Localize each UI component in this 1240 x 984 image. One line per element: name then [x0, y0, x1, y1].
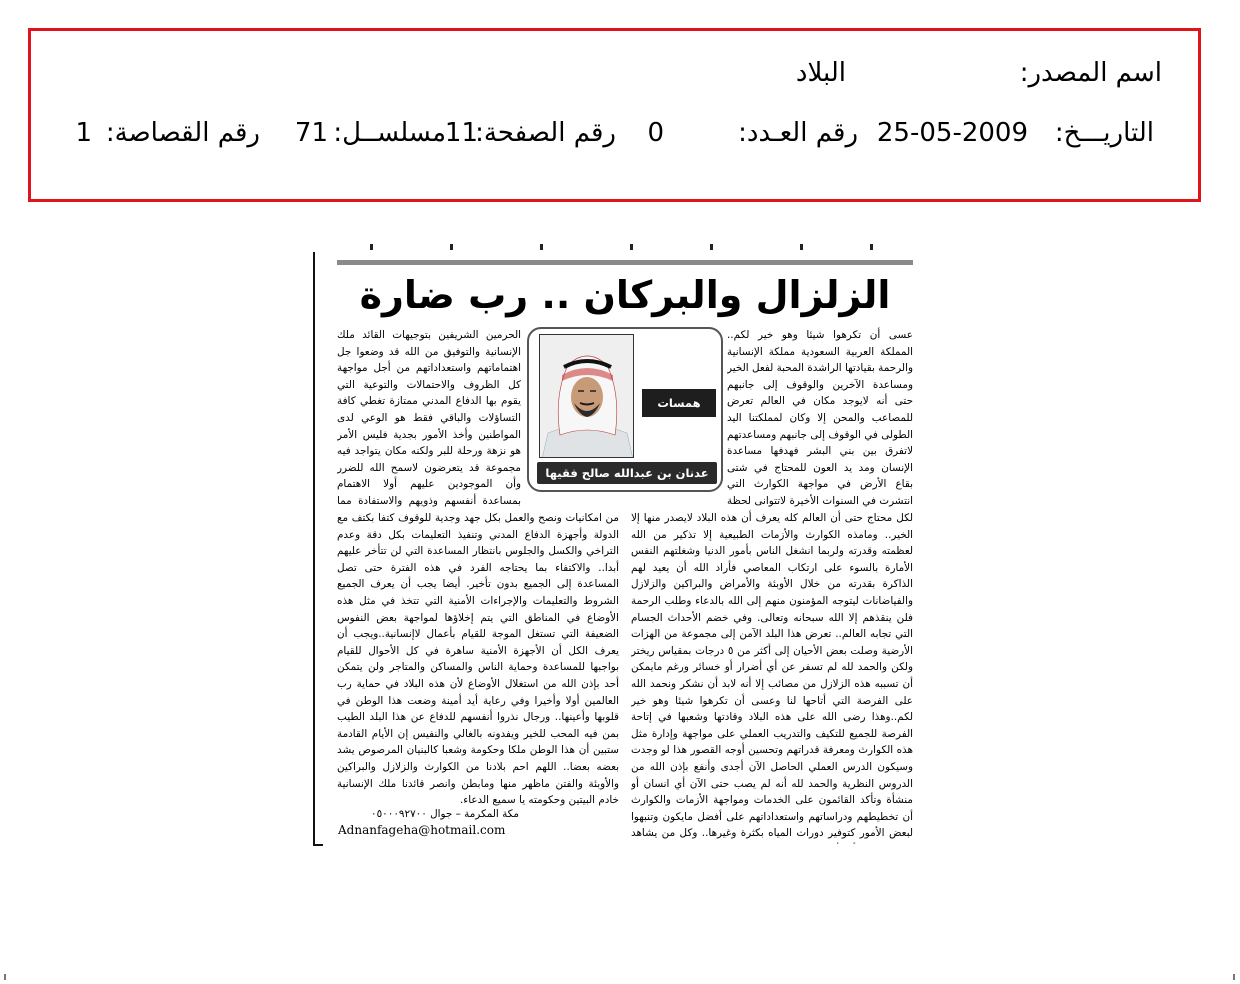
article-column-left-top: الحرمين الشريفين بتوجيهات القائد ملك الإنسانية والتوفيق من الله قد وضعوا جل اهتماماتهم واستعداداتهم من أجل مواجهة كل الظروف والاحتمالات والتوعية التي يقوم بها الدفاع المدني ممتازة تغطي كافة التساؤلات والباقي فقط هو الوعي لدى المواطنين وأخذ الأمور بجدية فليس الأمر هو نزهة ورحلة للبر ولكنه مكان يتواجد فيه مجموعة قد يتعرضون لاسمح الله للضرر وأن الموجودين عليهم أولا الاهتمام بمساعدة أنفسهم وذويهم والاستفادة مما: [337, 329, 521, 507]
author-portrait-image: [540, 335, 634, 458]
serial-value-wrap: [295, 118, 328, 148]
serial-label-wrap: [333, 118, 446, 148]
source-row: [1020, 58, 1162, 88]
page-label: رقم الصفحة:: [475, 118, 616, 148]
date-label-wrap: [1055, 118, 1154, 148]
date-value-wrap: [877, 118, 1028, 148]
author-email: Adnanfageha@hotmail.com: [338, 823, 506, 837]
page-corner-mark: [4, 974, 6, 980]
issue-label-wrap: [738, 118, 858, 148]
author-signature: مكة المكرمة – جوال ٠٥٠٠٠٩٢٧٠٠: [371, 808, 519, 820]
author-name-bar: عدنان بن عبدالله صالح فقيها: [537, 462, 717, 484]
serial-label: مسلســل:: [333, 118, 446, 148]
page-corner-mark: [1233, 974, 1235, 980]
clipping-top-fragment: [330, 244, 890, 252]
clip-number-label: رقم القصاصة:: [105, 118, 260, 148]
author-photo: [539, 334, 634, 458]
source-value: البلاد: [795, 58, 846, 88]
clipping-corner: [313, 844, 323, 846]
serial-value: 71: [294, 118, 328, 148]
clipping-metadata-box: [28, 28, 1201, 202]
issue-label: رقم العـدد:: [738, 118, 858, 148]
source-value-wrap: [796, 58, 846, 88]
date-value: 25-05-2009: [876, 118, 1028, 148]
column-title-badge: همسات الخاطر: [642, 389, 716, 417]
article-headline: الزلزال والبركان .. رب ضارة: [359, 273, 891, 317]
clip-label-wrap: [106, 118, 260, 148]
article-column-left-bottom: من امكانيات ونصح والعمل بكل جهد وجدية للوقوف كتفا بكتف مع الدولة وأجهزة الدفاع المدني وتنفيذ التعليمات بكل دقة وعدم التراخي والكسل والجلوس بانتظار المساعدة التي لن تتأخر عليهم أبدا.. والاكتفاء بما يحتاجه الفرد في هذه الفترة حتى تصل المساعدة إلى الجميع بدون تأخير. أيضا يجب أن يعرف الجميع الشروط والتعليمات والإجراءات الأمنية التي تتخذ في مثل هذه الأوضاع في المناطق التي يتم إخلاؤها لمواجهة بعض النفوس الضعيفة التي تستغل الموجة للقيام بأعمال لاإنسانية..ويجب أن يعرف الكل أن الأجهزة الأمنية ساهرة في كل الأحوال للقيام بواجبها للمساعدة وحماية الناس والمساكن والمتاجر ولن يتمكن أحد بإذن الله من استغلال الأوضاع لأن هذه البلاد في حماية رب العالمين أولا وأخيرا وفي رعاية أيد أمينة وضعت هذا الوطن في قلوبها وأعينها.. ورجال نذروا أنفسهم للدفاع عن هذا البلد الطيب بمن فيه المحب للخير ويفدونه بالغالي والنفيس إن الأيام القادمة ستبين أن هذا الوطن ملكا وحكومة وشعبا كالبنيان المرصوص يشد بعضه بعضا.. اللهم احم بلادنا من الكوارث والزلازل والبراكين والأوبئة والفتن ماظهر منها ومابطن وانصر قائدنا ملك الإنسانية خادم البيتين وحكومته يا سميع الدعاء.: [337, 512, 619, 807]
issue-value: 0: [647, 118, 664, 148]
article-column-right-top: عسى أن تكرهوا شيئا وهو خير لكم.. المملكة العربية السعودية مملكة الإنسانية والرحمة بقيادتها الراشدة المحبة لفعل الخير ومساعدة الآخرين والوقوف إلى جانبهم حتى أنه لايوجد مكان في العالم تعرض للمصاعب والمحن إلا وكان لمملكتنا اليد الطولى في الوقوف إلى جانبهم ومساعدتهم لاتفرق بين بني البشر فهدفها مساعدة الإنسان ومد يد العون للمحتاج في شتى بقاع الأرض في مواجهة الكوارث التي انتشرت في السنوات الأخيرة لاتتوانى لحظة: [727, 329, 913, 507]
clip-number-value: 1: [75, 118, 92, 148]
page-value-wrap: [445, 118, 478, 148]
page-label-wrap: [475, 118, 616, 148]
issue-value-wrap: [647, 118, 664, 148]
clip-value-wrap: [75, 118, 92, 148]
page-value: 11: [444, 118, 478, 148]
article-column-right-bottom: لكل محتاج حتى أن العالم كله يعرف أن هذه البلاد لايصدر منها إلا الخير.. ومامذه الكوارث والأزمات الطبيعية إلا تذكير من الله لعظمته وقدرته ولربما انشغل الناس بأمور الدنيا وشغلتهم النفس الأمارة بالسوء على ارتكاب المعاصي فأراد الله أن يعيد لهم الذاكرة بقدرته من خلال الأوبئة والأمراض والبراكين والزلازل والفياضانات ليتوجه المؤمنون منهم إلى الله بالدعاء وطلب الرحمة فلن ينقذهم إلا الله سبحانه وتعالى. وفي خضم الأحداث الجسام التي تجابه العالم.. تعرض هذا البلد الآمن إلى مجموعة من الهزات الأرضية وصلت بعض الأحيان إلى أكثر من ٥ درجات بمقياس ريختر ولكن والحمد لله لم تسفر عن أي أضرار أو خسائر ورغم مايمكن أن تسببه هذه الزلازل من مصائب إلا أنه لابد أن نشكر ونحمد الله على الفرصة التي أتاحها لنا وعسى أن تكرهوا شيئا وهو خير لكم..وهذا رضى الله على هذه البلاد وقادتها وشعبها في إتاحة الفرصة للجميع للتكيف والتدريب العملي على مواجهة وإدارة مثل هذه الكوارث ومعرفة قدراتهم وتحسين أوجه القصور هذا لو وجدت وسيكون الدرس العملي الحاصل الآن أجدى وأنفع بإذن الله من الدروس النظرية والحمد لله أنه لم يصب حتى الآن أي انسان أو منشأة وتأكد القائمون على الخدمات ومواجهة الأزمات والكوارث أن تخطيطهم ودراساتهم واستعداداتهم على أفضل مايكون وتنبهوا لبعض الأمور كتوفير دورات المياه بكثرة وغيرها.. وكل من يشاهد: [631, 512, 913, 840]
headline-top-rule: [337, 260, 913, 265]
source-label: اسم المصدر:: [1019, 58, 1162, 88]
clipping-left-rule: [313, 252, 315, 846]
date-label: التاريـــخ:: [1054, 118, 1154, 148]
